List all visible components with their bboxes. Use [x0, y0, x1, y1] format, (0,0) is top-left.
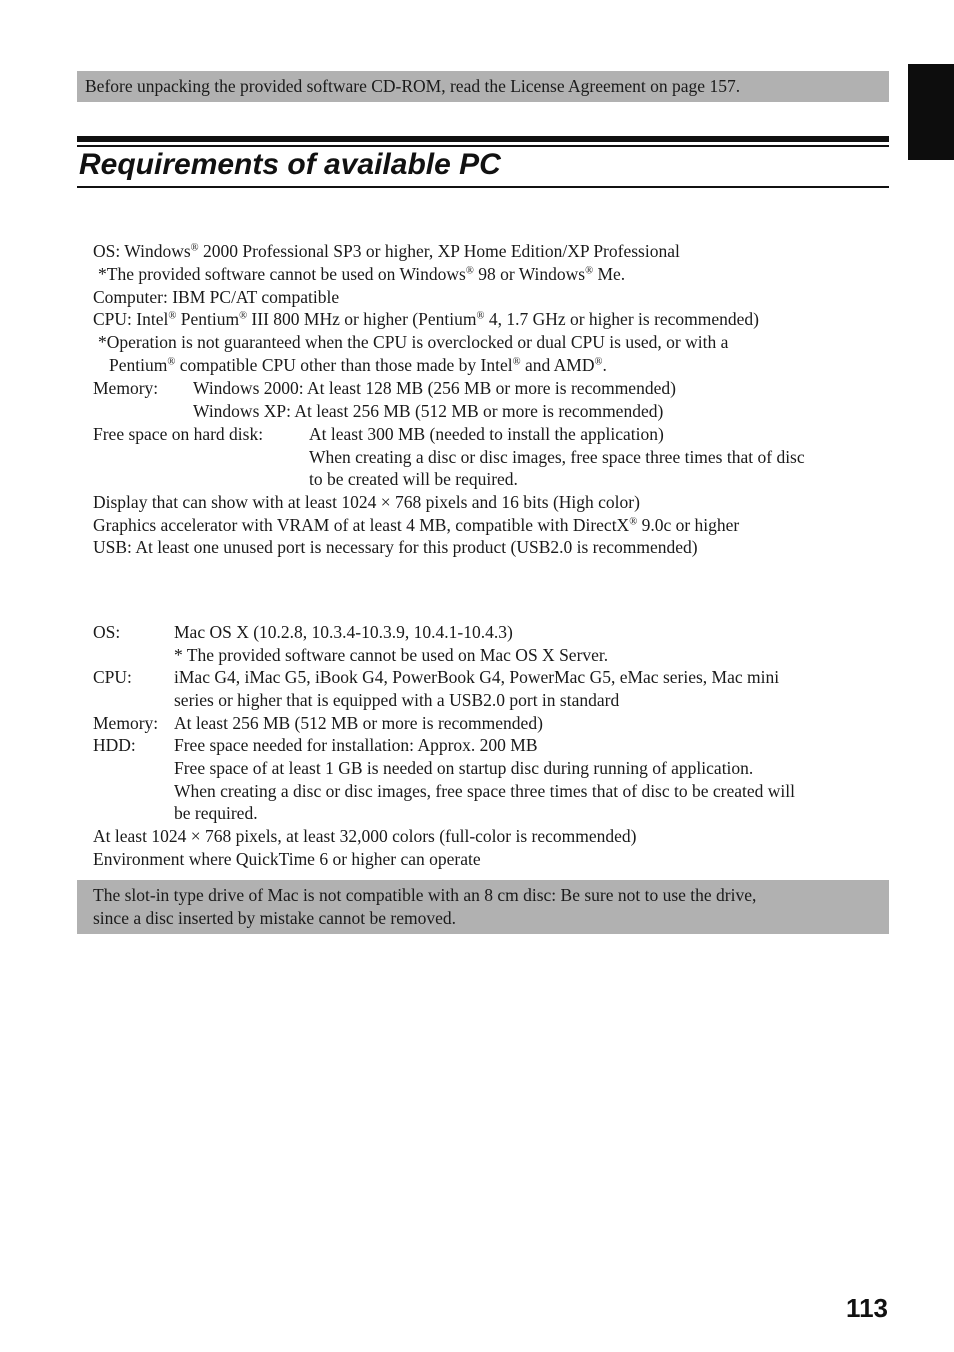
win-cpu-note-1: *Operation is not guaranteed when the CPU is overclocked or dual CPU is used, or with a — [98, 332, 729, 352]
win-disk-label: Free space on hard disk: — [93, 424, 264, 444]
warning-line-2: since a disc inserted by mistake cannot be removed. — [93, 908, 457, 928]
win-os-note-text: *The provided software cannot be used on Windows — [98, 264, 466, 284]
win-disk-value-2: When creating a disc or disc images, free space three times that of disc — [309, 447, 805, 467]
mac-hdd-value-2: Free space of at least 1 GB is needed on startup disc during running of application. — [174, 758, 754, 778]
registered-mark: ® — [594, 356, 603, 368]
registered-mark: ® — [239, 310, 248, 322]
win-cpu-text: III 800 MHz or higher (Pentium — [247, 309, 477, 329]
win-cpu-text: 4, 1.7 GHz or higher is recommended) — [484, 309, 760, 329]
win-memory-xp: Windows XP: At least 256 MB (512 MB or more is recommended) — [193, 401, 664, 421]
mac-memory-value: At least 256 MB (512 MB or more is recommended) — [174, 713, 543, 733]
registered-mark: ® — [190, 242, 199, 254]
title-rule-bottom — [77, 186, 889, 188]
win-os-note-text: Me. — [593, 264, 626, 284]
mac-hdd-value-1: Free space needed for installation: Approx. 200 MB — [174, 735, 538, 755]
mac-hdd-value-3: When creating a disc or disc images, free space three times that of disc to be created will — [174, 781, 795, 801]
registered-mark: ® — [168, 310, 177, 322]
mac-os-value: Mac OS X (10.2.8, 10.3.4-10.3.9, 10.4.1-10.4.3) — [174, 622, 513, 642]
win-cpu-note-text: . — [602, 355, 607, 375]
mac-os-note: * The provided software cannot be used on Mac OS X Server. — [174, 645, 609, 665]
win-os-value: 2000 Professional SP3 or higher, XP Home Edition/XP Professional — [198, 241, 680, 261]
win-graphics-line — [93, 514, 739, 537]
win-cpu-note-2 — [109, 354, 607, 377]
registered-mark: ® — [476, 310, 485, 322]
mac-cpu-value-2: series or higher that is equipped with a USB2.0 port in standard — [174, 690, 620, 710]
license-note-banner — [77, 71, 889, 102]
win-graphics-text: Graphics accelerator with VRAM of at least 4 MB, compatible with DirectX — [93, 515, 630, 535]
page-number: 113 — [846, 1293, 888, 1323]
mac-hdd-label: HDD: — [93, 735, 136, 755]
win-os-line — [93, 240, 680, 263]
win-cpu-note-text: compatible CPU other than those made by Intel — [175, 355, 513, 375]
win-os-label: OS: Windows — [93, 241, 191, 261]
win-disk-value-1: At least 300 MB (needed to install the application) — [309, 424, 664, 444]
mac-display-line: At least 1024 × 768 pixels, at least 32,000 colors (full-color is recommended) — [93, 826, 637, 846]
win-cpu-text: Pentium — [176, 309, 240, 329]
warning-line-1: The slot-in type drive of Mac is not compatible with an 8 cm disc: Be sure not to use the drive, — [93, 885, 757, 905]
registered-mark: ® — [512, 356, 521, 368]
win-graphics-text: 9.0c or higher — [637, 515, 740, 535]
registered-mark: ® — [465, 265, 474, 277]
mac-slot-in-warning — [77, 880, 889, 934]
win-cpu-note-text: and AMD — [520, 355, 595, 375]
page-title: Requirements of available PC — [79, 148, 501, 181]
title-rule-thick — [77, 136, 889, 142]
registered-mark: ® — [167, 356, 176, 368]
mac-hdd-value-4: be required. — [174, 803, 258, 823]
section-tab-marker — [908, 64, 954, 160]
win-os-note-text: 98 or Windows — [473, 264, 586, 284]
registered-mark: ® — [629, 516, 638, 528]
win-cpu-note-text: Pentium — [109, 355, 168, 375]
mac-cpu-label: CPU: — [93, 667, 132, 687]
win-cpu-line — [93, 308, 759, 331]
mac-environment-line: Environment where QuickTime 6 or higher can operate — [93, 849, 481, 869]
win-computer-line: Computer: IBM PC/AT compatible — [93, 287, 340, 307]
registered-mark: ® — [585, 265, 594, 277]
win-memory-2000: Windows 2000: At least 128 MB (256 MB or more is recommended) — [193, 378, 676, 398]
mac-memory-label: Memory: — [93, 713, 159, 733]
mac-os-label: OS: — [93, 622, 121, 642]
win-usb-line: USB: At least one unused port is necessary for this product (USB2.0 is recommended) — [93, 537, 698, 557]
license-note-text: Before unpacking the provided software CD-ROM, read the License Agreement on page 157. — [85, 76, 741, 96]
mac-cpu-value-1: iMac G4, iMac G5, iBook G4, PowerBook G4, PowerMac G5, eMac series, Mac mini — [174, 667, 780, 687]
win-os-note — [98, 263, 625, 286]
win-memory-label: Memory: — [93, 378, 159, 398]
win-display-line: Display that can show with at least 1024 × 768 pixels and 16 bits (High color) — [93, 492, 640, 512]
win-disk-value-3: to be created will be required. — [309, 469, 518, 489]
win-cpu-text: CPU: Intel — [93, 309, 169, 329]
